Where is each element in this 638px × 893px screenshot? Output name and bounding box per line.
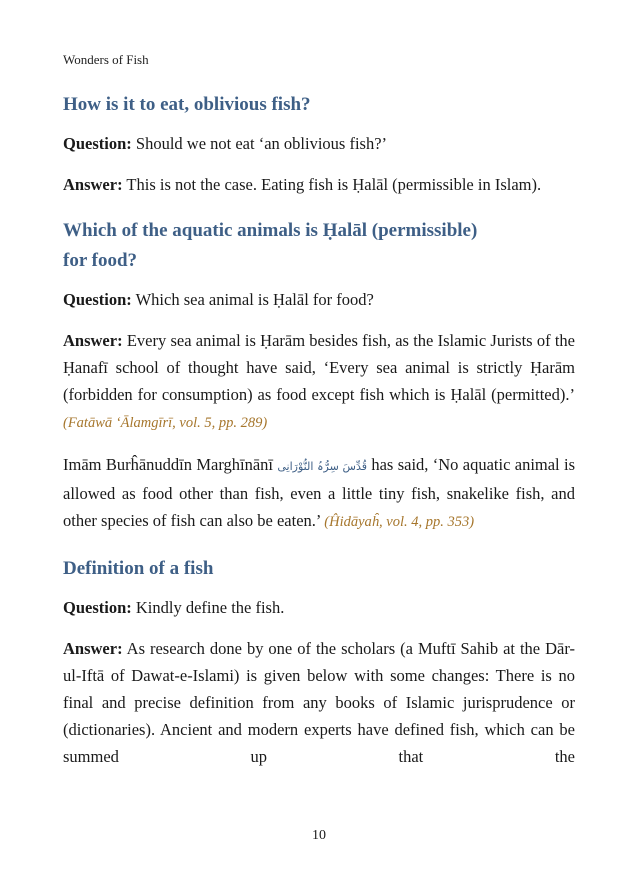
honorific-dua: قُدِّسَ سِرُّہُ النُّوْرَانِی bbox=[277, 460, 368, 473]
section-heading-definition-of-fish: Definition of a fish bbox=[63, 558, 214, 579]
answer-text: Every sea animal is Ḥarām besides fish, as the Islamic Jurists of the Ḥanafī school of thought have said, ‘Every sea animal is strictly Ḥarām (forbidden for consumption) as food except fish which is Ḥalāl (permitted).’ bbox=[63, 331, 575, 404]
question-paragraph bbox=[63, 594, 575, 621]
question-label: Question: bbox=[63, 290, 132, 309]
question-paragraph bbox=[63, 286, 575, 313]
answer-label: Answer: bbox=[63, 331, 123, 350]
running-head: Wonders of Fish bbox=[63, 52, 149, 67]
question-label: Question: bbox=[63, 598, 132, 617]
question-text: Kindly define the fish. bbox=[131, 598, 285, 617]
question-text: Should we not eat ‘an oblivious fish?’ bbox=[131, 134, 388, 153]
answer-label: Answer: bbox=[63, 175, 123, 194]
question-label: Question: bbox=[63, 134, 132, 153]
answer-paragraph bbox=[63, 327, 575, 437]
citation-reference: (Ĥidāyaĥ, vol. 4, pp. 353) bbox=[324, 514, 475, 530]
heading-line-1: Which of the aquatic animals is Ḥalāl (permissible) bbox=[63, 220, 478, 241]
quote-paragraph bbox=[63, 451, 575, 536]
answer-paragraph bbox=[63, 635, 575, 770]
answer-text: As research done by one of the scholars (a Muftī Sahib at the Dār-ul-Iftā of Dawat-e-Islami) is given below with some changes: There is no final and precise definition from any books of Islamic jurisprudence or (dictionaries). Ancient and modern experts have defined fish, which can be summed up that the bbox=[63, 639, 575, 766]
heading-line-2: for food? bbox=[63, 250, 138, 271]
question-text: Which sea animal is Ḥalāl for food? bbox=[131, 290, 374, 309]
question-paragraph bbox=[63, 130, 575, 157]
page-content bbox=[63, 90, 575, 770]
quote-text: has said, ‘No aquatic animal is allowed as food other than fish, even a little tiny fish, snakelike fish, and other species of fish can also be eaten.’ bbox=[63, 455, 575, 530]
answer-text: This is not the case. Eating fish is Ḥalāl (permissible in Islam). bbox=[122, 175, 542, 194]
document-page bbox=[63, 0, 575, 893]
page-number: 10 bbox=[312, 828, 326, 843]
section-heading-halal-aquatic-animals bbox=[63, 216, 575, 276]
answer-label: Answer: bbox=[63, 639, 123, 658]
citation-reference: (Fatāwā ‘Ālamgīrī, vol. 5, pp. 289) bbox=[63, 415, 268, 431]
scholar-name: Imām Burĥānuddīn Marghīnānī bbox=[63, 455, 278, 474]
section-heading-eating-oblivious-fish: How is it to eat, oblivious fish? bbox=[63, 94, 311, 115]
answer-paragraph bbox=[63, 171, 575, 198]
